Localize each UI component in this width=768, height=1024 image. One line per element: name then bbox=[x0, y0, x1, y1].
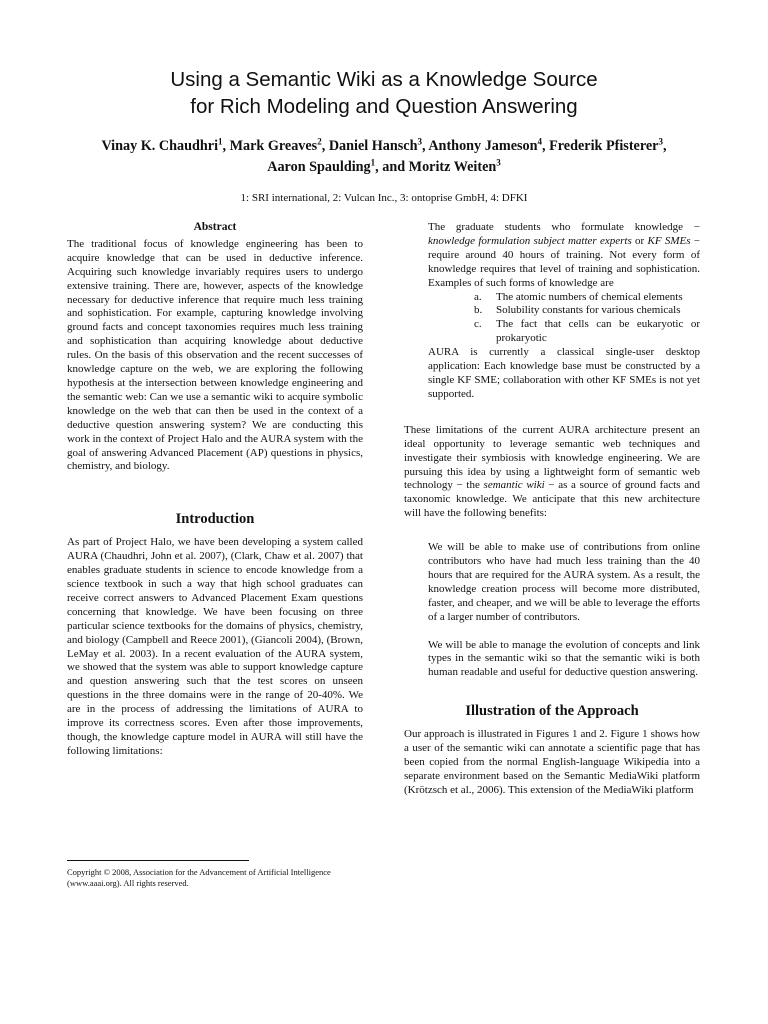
list-marker: c. bbox=[474, 318, 482, 331]
list-marker: b. bbox=[474, 304, 483, 317]
spacer bbox=[404, 680, 700, 702]
title-line-2: for Rich Modeling and Question Answering bbox=[190, 95, 578, 118]
author-name: Anthony Jameson bbox=[428, 138, 538, 154]
examples-list bbox=[404, 291, 700, 347]
author-separator: , bbox=[222, 138, 230, 154]
author-separator: , bbox=[542, 138, 550, 154]
copyright-footnote: Copyright © 2008, Association for the Advancement of Artificial Intelligence (www.aaai.org). All rights reserved. bbox=[67, 867, 331, 888]
abstract-text: The traditional focus of knowledge engineering has been to acquire knowledge that can be used in deductive inference. Acquiring such knowledge invariably requires users to undergo extensive training. There are, however, aspects of the knowledge necessary for deductive inference that require much less training and sophistication. For example, capturing knowledge involving ground facts and concept taxonomies requires much less training and sophistication than acquiring knowledge about deductive rules. On the basis of this observation and the recent successes of knowledge capture on the web, we are exploring the following hypothesis at the intersection between knowledge engineering and the semantic web: Can we use a semantic wiki to acquire symbolic knowledge on the web that can then be used in the context of a deductive question answering system? We are conducting this work in the context of Project Halo and the AURA system with the goal of answering Advanced Placement (AP) questions in physics, chemistry, and biology. bbox=[67, 237, 363, 473]
list-marker: a. bbox=[474, 290, 482, 303]
author-line-1 bbox=[0, 136, 768, 157]
text-run: The graduate students who formulate knowledge − bbox=[428, 221, 700, 233]
author-affiliation-mark: 3 bbox=[417, 136, 422, 147]
benefit-contributors: We will be able to make use of contributions from online contributors who have had much less training than the 40 hours that are required for the AURA system. As a result, the knowledge creation process will become more distributed, faster, and cheaper, and we will be able to leverage the efforts of a larger number of contributors. bbox=[428, 541, 700, 623]
author-separator: , and bbox=[375, 159, 409, 175]
author-affiliation-mark: 2 bbox=[317, 136, 322, 147]
footnote-rule bbox=[67, 860, 249, 861]
text-run: − require around 40 hours of training. Not every form of knowledge requires that level of training and sophistication. Examples of such forms of knowledge are bbox=[428, 234, 700, 289]
benefit-evolution: We will be able to manage the evolution of concepts and link types in the semantic wiki so that the semantic wiki is both human readable and useful for deductive question answering. bbox=[428, 638, 700, 679]
author-separator: , bbox=[422, 138, 429, 154]
affiliations: 1: SRI international, 2: Vulcan Inc., 3: ontoprise GmbH, 4: DFKI bbox=[240, 192, 528, 204]
paper-title bbox=[0, 66, 768, 120]
author-separator: , bbox=[662, 138, 667, 154]
author-affiliation-mark: 3 bbox=[496, 157, 501, 168]
author-line-2 bbox=[0, 157, 768, 178]
list-item bbox=[404, 304, 700, 318]
author-name: Frederik Pfisterer bbox=[549, 138, 659, 154]
list-item-text: The fact that cells can be eukaryotic or prokaryotic bbox=[496, 318, 700, 345]
author-affiliation-mark: 3 bbox=[658, 136, 663, 147]
author-affiliation-mark: 1 bbox=[218, 136, 223, 147]
limitations-paragraph bbox=[404, 424, 700, 521]
spacer bbox=[67, 474, 363, 510]
italic-term: knowledge formulation subject matter experts bbox=[428, 234, 632, 247]
author-name: Daniel Hansch bbox=[328, 138, 418, 154]
spacer bbox=[404, 521, 700, 541]
italic-term: semantic wiki bbox=[483, 479, 545, 492]
author-name: Aaron Spaulding bbox=[267, 159, 371, 175]
approach-text: Our approach is illustrated in Figures 1 and 2. Figure 1 shows how a user of the semantic wiki can annotate a scientific page that has been copied from the normal English-language Wikipedia into a separate environment based on the Semantic MediaWiki platform (Krötzsch et al., 2006). This extension of the MediaWiki platform bbox=[404, 728, 700, 796]
approach-heading: Illustration of the Approach bbox=[465, 703, 639, 720]
introduction-text: As part of Project Halo, we have been developing a system called AURA (Chaudhri, John et al. 2007), (Clark, Chaw et al. 2007) that enables graduate students in science to encode knowledge from a science textbook in such a way that high school graduates can receive correct answers to Advanced Placement Exam questions concerning that knowledge. We have been focusing on three particular science textbooks for the domains of physics, chemistry, and biology (Campbell and Reece 2001), (Giancoli 2004), (Brown, LeMay et al. 2003). In a recent evaluation of the AURA system, we showed that the system was able to support knowledge capture and question answering such that the test scores on unseen questions in the three domains were in the range of 20-40%. We are in the process of addressing the limitations of AURA to improve its correctness scores. Even after those improvements, though, the knowledge capture model in AURA will still have the following limitations: bbox=[67, 536, 363, 757]
list-item bbox=[404, 318, 700, 346]
text-run: or bbox=[631, 234, 648, 247]
introduction-heading: Introduction bbox=[175, 511, 255, 528]
abstract-heading: Abstract bbox=[193, 221, 237, 233]
spacer bbox=[404, 625, 700, 639]
list-item bbox=[404, 291, 700, 305]
spacer bbox=[404, 720, 700, 728]
text-run: − as a source of ground facts and taxonomic knowledge. We anticipate that this new architecture will have the following benefits: bbox=[404, 479, 700, 520]
author-affiliation-mark: 4 bbox=[537, 136, 542, 147]
italic-term: KF SMEs bbox=[647, 234, 691, 247]
author-list bbox=[0, 136, 768, 178]
left-column bbox=[67, 221, 363, 759]
text-run: These limitations of the current AURA architecture present an ideal opportunity to leverage semantic web techniques and investigate their symbiosis with knowledge engineering. We are pursuing this idea by using a lightweight form of semantic web technology − the bbox=[404, 423, 700, 492]
right-column bbox=[404, 221, 700, 798]
author-name: Vinay K. Chaudhri bbox=[101, 138, 219, 154]
author-name: Moritz Weiten bbox=[408, 159, 497, 175]
spacer bbox=[404, 402, 700, 424]
author-name: Mark Greaves bbox=[229, 138, 318, 154]
author-separator: , bbox=[321, 138, 329, 154]
graduate-students-paragraph bbox=[428, 221, 700, 291]
title-line-1: Using a Semantic Wiki as a Knowledge Source bbox=[170, 68, 598, 91]
list-item-text: Solubility constants for various chemicals bbox=[496, 304, 681, 317]
spacer bbox=[67, 528, 363, 536]
list-item-text: The atomic numbers of chemical elements bbox=[496, 290, 683, 303]
author-affiliation-mark: 1 bbox=[370, 157, 376, 168]
aura-single-user-paragraph: AURA is currently a classical single-user desktop application: Each knowledge base must be constructed by a single KF SME; collaboration with other KF SMEs is not yet supported. bbox=[428, 346, 700, 400]
